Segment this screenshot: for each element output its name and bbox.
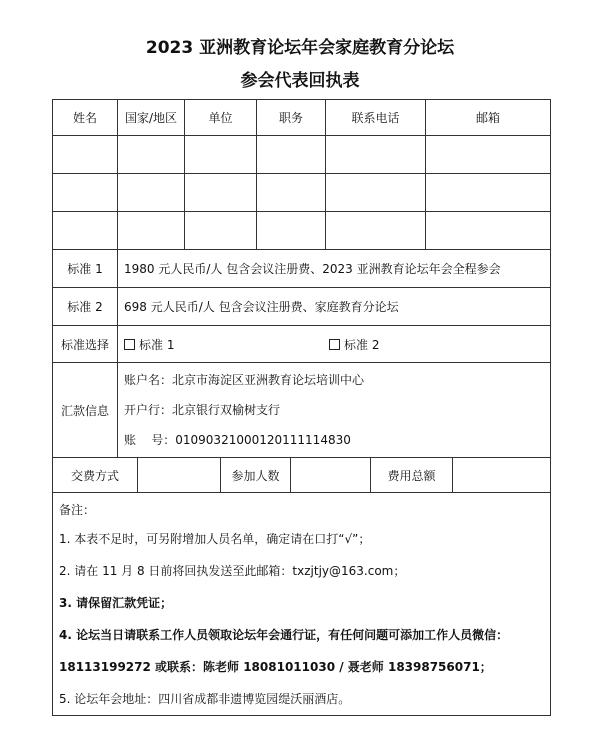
total-fee-label: 费用总额: [371, 458, 453, 492]
phone-entry-cell[interactable]: [326, 212, 426, 249]
blank-entry-row: [53, 174, 550, 212]
name-entry-cell[interactable]: [53, 212, 118, 249]
standard2-row: [53, 288, 550, 326]
form-subtitle: 参会代表回执表: [240, 71, 360, 91]
option-standard1[interactable]: [124, 336, 329, 353]
blank-entry-row: [53, 212, 550, 250]
note-1: 1. 本表不足时，可另附增加人员名单，确定请在口打“√”；: [59, 532, 371, 546]
form-title: 2023 亚洲教育论坛年会家庭教育分论坛: [145, 38, 455, 58]
note-5: 5. 论坛年会地址：四川省成都非遗博览园缇沃丽酒店。: [59, 692, 351, 706]
organization-entry-cell[interactable]: [185, 174, 257, 211]
standard-choice-row: [53, 326, 550, 363]
attendee-count-label: 参加人数: [221, 458, 291, 492]
country-entry-cell[interactable]: [118, 136, 185, 173]
standard-choice-options: [118, 326, 550, 362]
blank-entry-row: [53, 136, 550, 174]
header-position: 职务: [257, 100, 326, 135]
name-entry-cell[interactable]: [53, 174, 118, 211]
country-entry-cell[interactable]: [118, 174, 185, 211]
account-number: 账 号：01090321000120111114830: [124, 433, 351, 447]
email-entry-cell[interactable]: [426, 212, 550, 249]
name-entry-cell[interactable]: [53, 136, 118, 173]
header-email: 邮箱: [475, 111, 500, 125]
registration-form-table: [52, 99, 551, 716]
header-phone: 联系电话: [326, 100, 426, 135]
standard2-description: 698 元人民币/人 包含会议注册费、家庭教育分论坛: [124, 300, 399, 314]
header-name: 姓名: [53, 100, 118, 135]
header-country: 国家/地区: [118, 100, 185, 135]
bank-name: 开户行：北京银行双榆树支行: [124, 403, 281, 417]
payment-method-entry[interactable]: [138, 458, 221, 492]
fee-row: [53, 458, 550, 493]
account-name: 账户名：北京市海淀区亚洲教育论坛培训中心: [124, 373, 365, 387]
position-entry-cell[interactable]: [257, 174, 326, 211]
option-standard2-label: 标准 2: [344, 337, 380, 352]
header-organization: 单位: [185, 100, 257, 135]
remittance-label: 汇款信息: [53, 363, 118, 457]
remittance-row: [53, 363, 550, 458]
standard-choice-label: 标准选择: [53, 326, 118, 362]
position-entry-cell[interactable]: [257, 136, 326, 173]
standard1-row: [53, 250, 550, 288]
email-entry-cell[interactable]: [426, 136, 550, 173]
position-entry-cell[interactable]: [257, 212, 326, 249]
checkbox-icon[interactable]: [124, 339, 135, 350]
phone-entry-cell[interactable]: [326, 174, 426, 211]
checkbox-icon[interactable]: [329, 339, 340, 350]
notes-heading: 备注：: [59, 503, 96, 517]
phone-entry-cell[interactable]: [326, 136, 426, 173]
organization-entry-cell[interactable]: [185, 212, 257, 249]
payment-method-label: 交费方式: [53, 458, 138, 492]
total-fee-entry[interactable]: [453, 458, 550, 492]
notes-section: [53, 493, 550, 715]
note-4: 4. 论坛当日请联系工作人员领取论坛年会通行证，有任何问题可添加工作人员微信：: [59, 628, 509, 642]
standard2-label: 标准 2: [53, 288, 118, 325]
attendee-count-entry[interactable]: [291, 458, 371, 492]
note-2: 2. 请在 11 月 8 日前将回执发送至此邮箱：txzjtjy@163.com；: [59, 564, 406, 578]
note-4-contacts: 18113199272 或联系：陈老师 18081011030 / 聂老师 18398756071；: [59, 660, 492, 674]
standard1-label: 标准 1: [53, 250, 118, 287]
country-entry-cell[interactable]: [118, 212, 185, 249]
option-standard2[interactable]: [329, 336, 379, 353]
remittance-details: [118, 363, 550, 457]
standard1-description: 1980 元人民币/人 包含会议注册费、2023 亚洲教育论坛年会全程参会: [124, 262, 501, 276]
header-row: [53, 100, 550, 136]
organization-entry-cell[interactable]: [185, 136, 257, 173]
email-entry-cell[interactable]: [426, 174, 550, 211]
option-standard1-label: 标准 1: [139, 337, 175, 352]
note-3: 3. 请保留汇款凭证；: [59, 596, 173, 610]
